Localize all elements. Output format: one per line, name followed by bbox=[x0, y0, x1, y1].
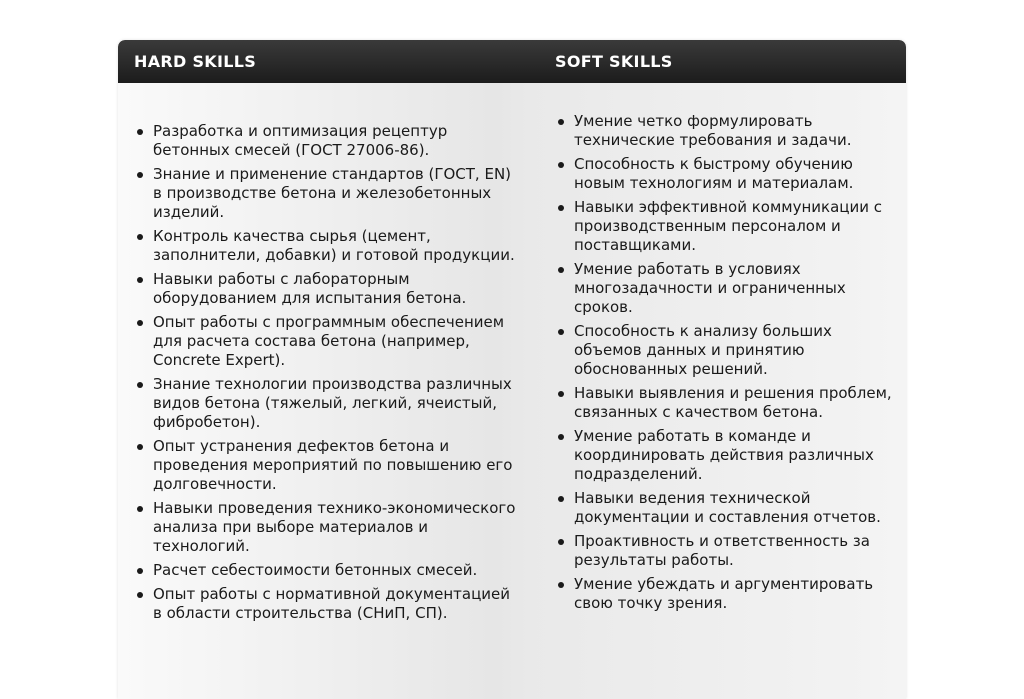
list-item: Проактивность и ответственность за результаты работы. bbox=[557, 532, 897, 570]
list-item: Опыт устранения дефектов бетона и проведения мероприятий по повышению его долговечности. bbox=[136, 437, 521, 494]
list-item: Умение работать в команде и координировать действия различных подразделений. bbox=[557, 427, 897, 484]
hard-skills-list bbox=[136, 122, 521, 628]
list-item: Умение убеждать и аргументировать свою точку зрения. bbox=[557, 575, 897, 613]
list-item: Навыки проведения технико-экономического анализа при выборе материалов и технологий. bbox=[136, 499, 521, 556]
list-item: Знание и применение стандартов (ГОСТ, EN) в производстве бетона и железобетонных изделий. bbox=[136, 165, 521, 222]
list-item: Умение работать в условиях многозадачности и ограниченных сроков. bbox=[557, 260, 897, 317]
soft-skills-list bbox=[557, 112, 897, 618]
skills-card bbox=[118, 40, 906, 699]
list-item: Расчет себестоимости бетонных смесей. bbox=[136, 561, 521, 580]
list-item: Навыки работы с лабораторным оборудованием для испытания бетона. bbox=[136, 270, 521, 308]
list-item: Умение четко формулировать технические требования и задачи. bbox=[557, 112, 897, 150]
list-item: Разработка и оптимизация рецептур бетонных смесей (ГОСТ 27006-86). bbox=[136, 122, 521, 160]
list-item: Знание технологии производства различных видов бетона (тяжелый, легкий, ячеистый, фибробетон). bbox=[136, 375, 521, 432]
list-item: Контроль качества сырья (цемент, заполнители, добавки) и готовой продукции. bbox=[136, 227, 521, 265]
soft-skills-title: SOFT SKILLS bbox=[555, 52, 673, 71]
list-item: Навыки ведения технической документации и составления отчетов. bbox=[557, 489, 897, 527]
list-item: Навыки эффективной коммуникации с производственным персоналом и поставщиками. bbox=[557, 198, 897, 255]
list-item: Навыки выявления и решения проблем, связанных с качеством бетона. bbox=[557, 384, 897, 422]
skills-header bbox=[118, 40, 906, 83]
list-item: Опыт работы с программным обеспечением для расчета состава бетона (например, Concrete Expert). bbox=[136, 313, 521, 370]
hard-skills-title: HARD SKILLS bbox=[134, 52, 257, 71]
list-item: Опыт работы с нормативной документацией в области строительства (СНиП, СП). bbox=[136, 585, 521, 623]
list-item: Способность к быстрому обучению новым технологиям и материалам. bbox=[557, 155, 897, 193]
list-item: Способность к анализу больших объемов данных и принятию обоснованных решений. bbox=[557, 322, 897, 379]
